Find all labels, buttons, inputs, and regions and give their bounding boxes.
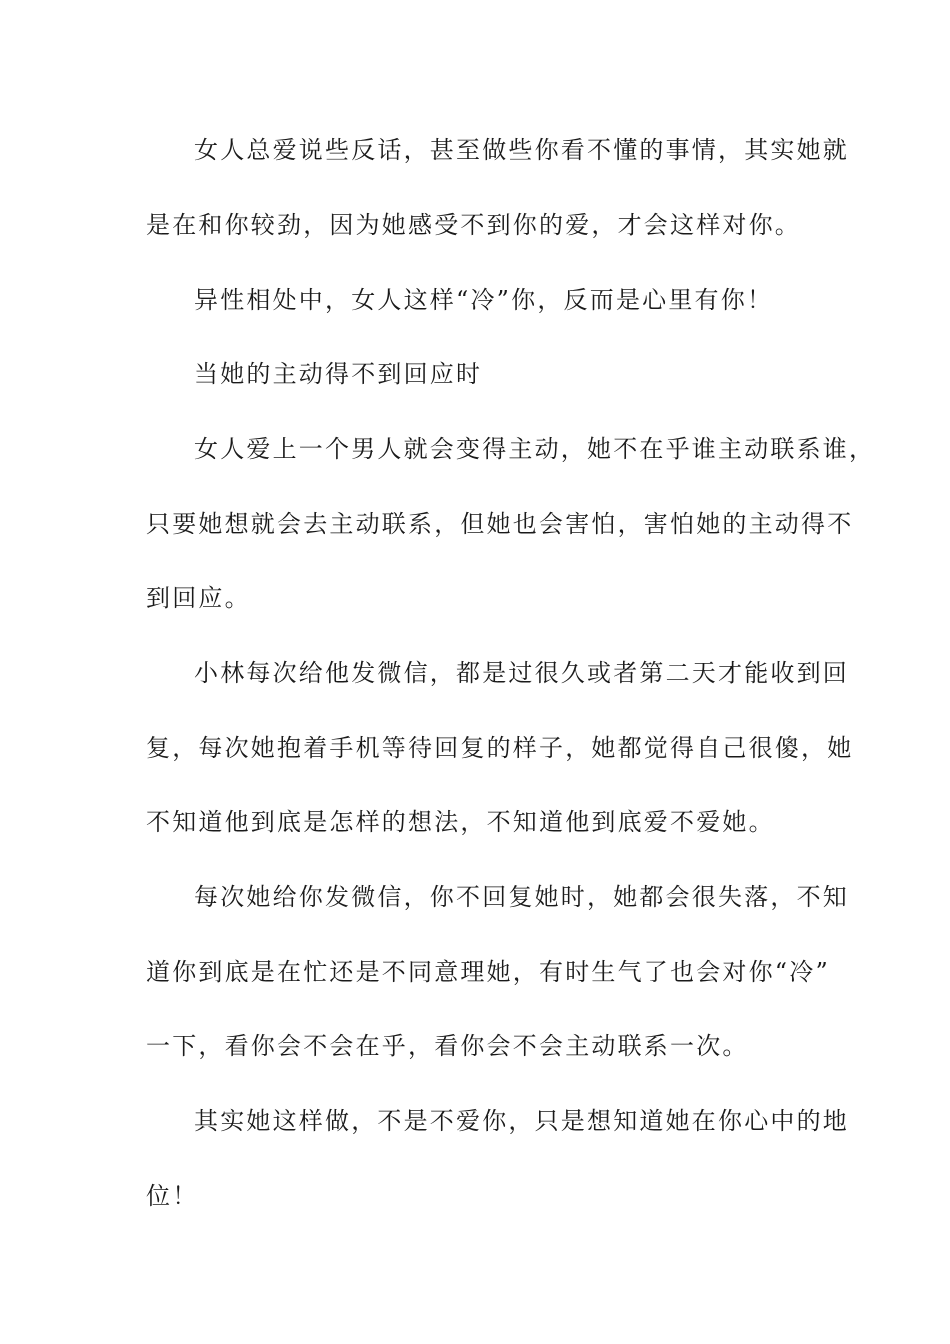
paragraph-line: 每次她给你发微信，你不回复她时，她都会很失落，不知: [194, 883, 849, 911]
paragraph-line: 是在和你较劲，因为她感受不到你的爱，才会这样对你。: [146, 211, 801, 239]
paragraph-line: 异性相处中，女人这样“冷”你，反而是心里有你！: [194, 286, 774, 314]
paragraph-line: 不知道他到底是怎样的想法，不知道他到底爱不爱她。: [146, 808, 775, 836]
paragraph-line: 一下，看你会不会在乎，看你会不会主动联系一次。: [146, 1032, 749, 1060]
paragraph-line: 复，每次她抱着手机等待回复的样子，她都觉得自己很傻，她: [146, 734, 854, 762]
paragraph-line: 小林每次给他发微信，都是过很久或者第二天才能收到回: [194, 659, 849, 687]
section-heading: 当她的主动得不到回应时: [194, 360, 483, 388]
paragraph-line: 女人总爱说些反话，甚至做些你看不懂的事情，其实她就: [194, 136, 849, 164]
paragraph-line: 到回应。: [146, 584, 251, 612]
paragraph-line: 位！: [146, 1182, 199, 1210]
paragraph-line: 其实她这样做，不是不爱你，只是想知道她在你心中的地: [194, 1107, 849, 1135]
paragraph-line: 只要她想就会去主动联系，但她也会害怕，害怕她的主动得不: [146, 510, 854, 538]
paragraph-line: 女人爱上一个男人就会变得主动，她不在乎谁主动联系谁，: [194, 435, 876, 463]
paragraph-line: 道你到底是在忙还是不同意理她，有时生气了也会对你“冷”: [146, 958, 830, 986]
